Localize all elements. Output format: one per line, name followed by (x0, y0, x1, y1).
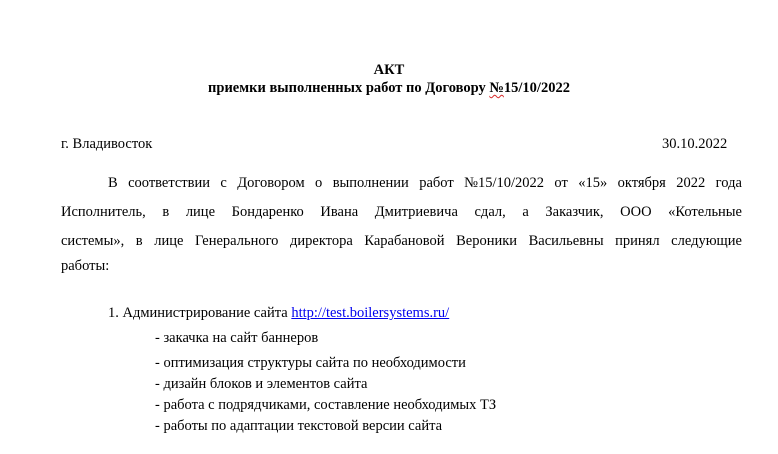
body-word: сдал, (474, 204, 506, 220)
body-word: в (162, 204, 170, 220)
body-word: Генерального (195, 233, 279, 249)
body-word: с (220, 175, 227, 191)
body-word: «Котельные (668, 204, 742, 220)
list-subitem: - работа с подрядчиками, составление необходимых ТЗ (155, 397, 497, 413)
body-word: Бондаренко (231, 204, 304, 220)
body-line-4 (61, 258, 742, 275)
body-word: Карабановой (364, 233, 445, 249)
body-line-3 (61, 233, 742, 250)
list-subitem: - работы по адаптации текстовой версии сайта (155, 418, 443, 434)
list-subitem: - закачка на сайт баннеров (155, 330, 319, 346)
document-date: 30.10.2022 (662, 136, 728, 152)
body-word: Заказчик, (545, 204, 604, 220)
document-subtitle (0, 80, 778, 97)
body-word: лице (185, 204, 216, 220)
body-line-2 (61, 204, 742, 221)
contract-number: 15/10/2022 (503, 80, 570, 96)
document-title: АКТ (373, 62, 405, 78)
body-line-4-text: работы: (61, 258, 110, 274)
body-word: Исполнитель, (61, 204, 146, 220)
body-word: от (554, 175, 568, 191)
body-word: Васильевны (528, 233, 604, 249)
body-word: Вероники (456, 233, 518, 249)
body-word: в (135, 233, 143, 249)
site-link[interactable]: http://test.boilersystems.ru/ (291, 305, 450, 321)
body-word: В (108, 175, 118, 191)
body-word: соответствии (128, 175, 211, 191)
list-item-1-label: 1. Администрирование сайта (108, 305, 292, 321)
body-word: 2022 (676, 175, 706, 191)
body-word: а (522, 204, 529, 220)
body-word: Ивана (320, 204, 359, 220)
body-word: ООО (620, 204, 652, 220)
body-word: о (315, 175, 323, 191)
body-word: октября (617, 175, 666, 191)
body-word: директора (290, 233, 353, 249)
subtitle-text: приемки выполненных работ по Договору (208, 80, 490, 96)
list-item-1 (108, 305, 449, 322)
body-word: работ (419, 175, 454, 191)
city: г. Владивосток (61, 136, 153, 152)
body-word: системы», (61, 233, 125, 249)
body-word: года (715, 175, 742, 191)
number-sign-misspelling: № (489, 80, 504, 96)
list-subitem: - дизайн блоков и элементов сайта (155, 376, 368, 392)
body-word: №15/10/2022 (464, 175, 545, 191)
body-line-1 (108, 175, 742, 192)
body-word: лице (154, 233, 184, 249)
body-word: выполнении (332, 175, 409, 191)
body-word: принял (615, 233, 660, 249)
body-word: Договором (237, 175, 305, 191)
list-subitem: - оптимизация структуры сайта по необходимости (155, 355, 466, 371)
body-word: Дмитриевича (374, 204, 458, 220)
body-word: «15» (578, 175, 608, 191)
body-word: следующие (671, 233, 742, 249)
